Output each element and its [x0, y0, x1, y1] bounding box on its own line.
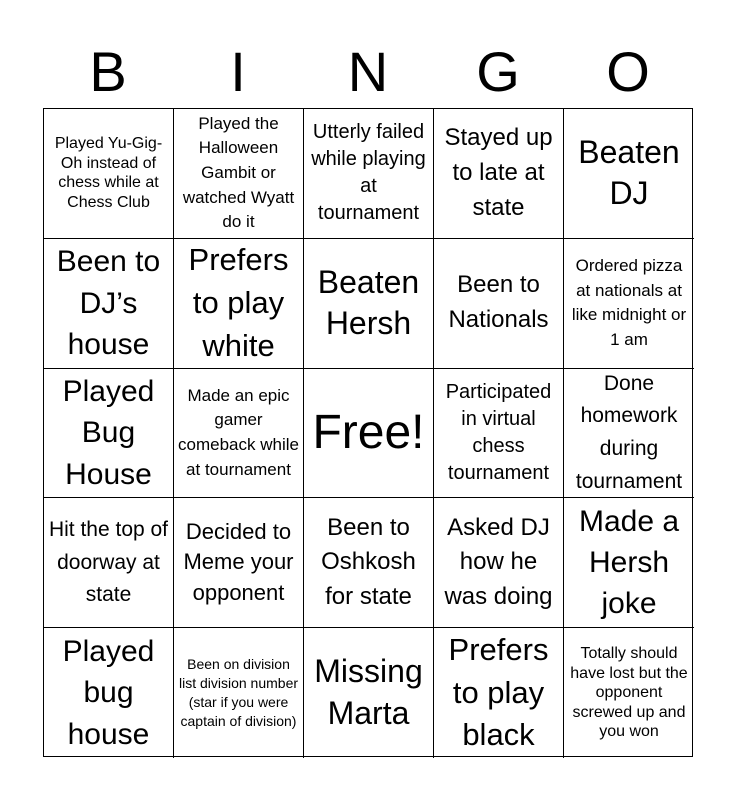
cell-text: Utterly failed while playing at tournament	[311, 121, 426, 225]
bingo-cell[interactable]	[564, 239, 694, 369]
cell-text: Played Bug House	[62, 374, 155, 491]
bingo-cell[interactable]	[434, 369, 564, 499]
bingo-cell[interactable]	[304, 239, 434, 369]
cell-text: Ordered pizza at nationals at like midnight or 1 am	[571, 255, 687, 349]
bingo-cell[interactable]	[174, 239, 304, 369]
bingo-cell[interactable]	[44, 498, 174, 628]
cell-text: Free!	[312, 406, 425, 460]
bingo-cell[interactable]	[434, 498, 564, 628]
cell-text: Played bug house	[62, 635, 155, 751]
cell-text: Beaten Hersh	[317, 263, 420, 342]
bingo-cell[interactable]	[564, 498, 694, 628]
cell-text: Participated in virtual chess tournament	[445, 380, 552, 484]
cell-text: Asked DJ how he was doing	[444, 513, 553, 611]
bingo-cell[interactable]	[44, 369, 174, 499]
cell-text: Prefers to play white	[188, 242, 289, 363]
bingo-cell[interactable]	[44, 239, 174, 369]
cell-text: Been to DJ’s house	[56, 245, 161, 361]
bingo-cell[interactable]	[434, 239, 564, 369]
cell-text: Made a Hersh joke	[578, 504, 680, 621]
cell-text: Been on division list division number (star if you were captain of division)	[178, 656, 299, 729]
bingo-cell[interactable]	[304, 628, 434, 758]
header-letter-o: O	[606, 40, 650, 103]
cell-text: Decided to Meme your opponent	[183, 518, 294, 606]
bingo-header	[43, 36, 693, 108]
cell-text: Played Yu-Gig-Oh instead of chess while at Chess Club	[54, 135, 163, 211]
cell-text: Played the Halloween Gambit or watched Wyatt do it	[182, 113, 295, 232]
bingo-cell[interactable]	[174, 369, 304, 499]
bingo-cell[interactable]	[44, 628, 174, 758]
bingo-cell[interactable]	[564, 628, 694, 758]
cell-text: Been to Nationals	[448, 271, 549, 334]
bingo-cell[interactable]	[304, 498, 434, 628]
bingo-cell[interactable]	[434, 628, 564, 758]
header-letter-g: G	[476, 40, 520, 103]
cell-text: Done homework during tournament	[575, 371, 683, 493]
bingo-cell[interactable]	[44, 109, 174, 239]
bingo-cell[interactable]	[304, 109, 434, 239]
header-letter-i: I	[230, 40, 246, 103]
header-letter-n: N	[347, 40, 389, 103]
bingo-grid	[43, 108, 693, 757]
bingo-cell[interactable]	[174, 628, 304, 758]
bingo-cell[interactable]	[174, 109, 304, 239]
cell-text: Totally should have lost but the opponent screwed up and you won	[570, 645, 688, 741]
cell-text: Beaten DJ	[578, 133, 680, 212]
bingo-cell[interactable]	[564, 369, 694, 499]
cell-text: Hit the top of doorway at state	[48, 517, 169, 607]
bingo-cell[interactable]	[174, 498, 304, 628]
free-space[interactable]	[304, 369, 434, 499]
cell-text: Stayed up to late at state	[444, 124, 553, 221]
header-letter-b: B	[89, 40, 127, 103]
cell-text: Missing Marta	[314, 653, 423, 732]
cell-text: Prefers to play black	[448, 631, 549, 753]
cell-text: Made an epic gamer comeback while at tournament	[178, 385, 299, 479]
bingo-cell[interactable]	[564, 109, 694, 239]
bingo-cell[interactable]	[434, 109, 564, 239]
cell-text: Been to Oshkosh for state	[321, 513, 416, 611]
